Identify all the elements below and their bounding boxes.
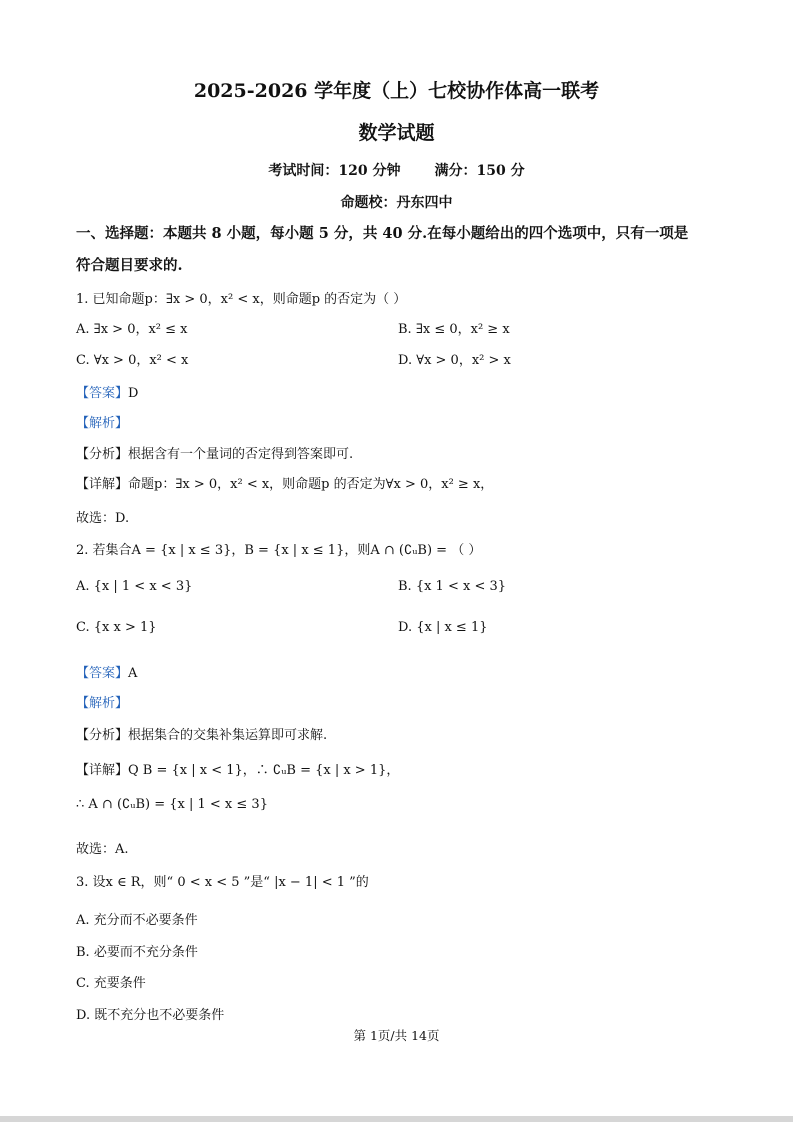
- q1-choose: 故选：D.: [76, 511, 130, 526]
- q2-option-b: B. {x 1 < x < 3}: [398, 579, 507, 594]
- detail-tag: 【详解】: [76, 763, 129, 778]
- q2-stem: 2. 若集合A = {x | x ≤ 3}，B = {x | x ≤ 1}，则A ∩ (∁ᵤB) = （ ）: [76, 543, 482, 558]
- q3-option-a: A. 充分而不必要条件: [76, 913, 198, 928]
- q1-option-c: C. ∀x > 0，x² < x: [76, 353, 189, 368]
- q2-detail-line: [76, 759, 399, 778]
- q2-option-d: D. {x | x ≤ 1}: [398, 620, 488, 635]
- q2-analysis-tag: 【解析】: [76, 696, 129, 711]
- q2-option-c: C. {x x > 1}: [76, 620, 157, 635]
- q2-fenxi: 根据集合的交集补集运算即可求解.: [128, 728, 328, 743]
- q2-answer-line: [76, 662, 137, 681]
- q1-stem: 1. 已知命题p：∃x > 0，x² < x，则命题p 的否定为（ ）: [76, 292, 407, 307]
- answer-tag: 【答案】: [76, 386, 129, 401]
- section-heading-line2: 符合题目要求的.: [76, 257, 183, 274]
- q1-detail-line: [76, 473, 493, 492]
- q3-option-d: D. 既不充分也不必要条件: [76, 1008, 225, 1023]
- q1-answer-line: [76, 382, 138, 401]
- fenxi-tag: 【分析】: [76, 728, 129, 743]
- q1-fenxi-line: [76, 443, 353, 462]
- exam-meta: [0, 160, 793, 180]
- full-score: 满分：150 分: [434, 163, 525, 179]
- q1-fenxi: 根据含有一个量词的否定得到答案即可.: [128, 447, 354, 462]
- fenxi-tag: 【分析】: [76, 447, 129, 462]
- q3-option-b: B. 必要而不充分条件: [76, 945, 198, 960]
- q1-option-b: B. ∃x ≤ 0，x² ≥ x: [398, 322, 510, 337]
- q2-option-a: A. {x | 1 < x < 3}: [76, 579, 193, 594]
- school-line: 命题校：丹东四中: [340, 195, 453, 211]
- q1-analysis-tag: 【解析】: [76, 416, 129, 431]
- page-footer: 第 1页/共 14页: [353, 1028, 440, 1043]
- q2-detail: Q B = {x | x < 1}，∴ ∁ᵤB = {x | x > 1}，: [128, 763, 400, 778]
- q1-detail: 命题p：∃x > 0，x² < x，则命题p 的否定为∀x > 0，x² ≥ x，: [128, 477, 494, 492]
- answer-tag: 【答案】: [76, 666, 129, 681]
- q2-detail-line2: ∴ A ∩ (∁ᵤB) = {x | 1 < x ≤ 3}: [76, 797, 268, 812]
- exam-title: 2025-2026 学年度（上）七校协作体高一联考: [193, 80, 600, 102]
- q2-choose: 故选：A.: [76, 842, 129, 857]
- q3-stem: 3. 设x ∈ R，则“ 0 < x < 5 ”是“ |x − 1| < 1 ”的: [76, 875, 369, 890]
- section-heading-line1: 一、选择题：本题共 8 小题，每小题 5 分，共 40 分.在每小题给出的四个选项中，只有一项是: [76, 225, 689, 242]
- exam-subtitle: 数学试题: [358, 122, 435, 144]
- q1-option-a: A. ∃x > 0，x² ≤ x: [76, 322, 188, 337]
- q2-answer: A: [128, 666, 138, 681]
- q3-option-c: C. 充要条件: [76, 976, 146, 991]
- q1-option-d: D. ∀x > 0，x² > x: [398, 353, 511, 368]
- bottom-scroll-bar: [0, 1116, 793, 1122]
- q1-answer: D: [128, 386, 139, 401]
- q2-fenxi-line: [76, 724, 327, 743]
- exam-time: 考试时间：120 分钟: [268, 163, 401, 179]
- detail-tag: 【详解】: [76, 477, 129, 492]
